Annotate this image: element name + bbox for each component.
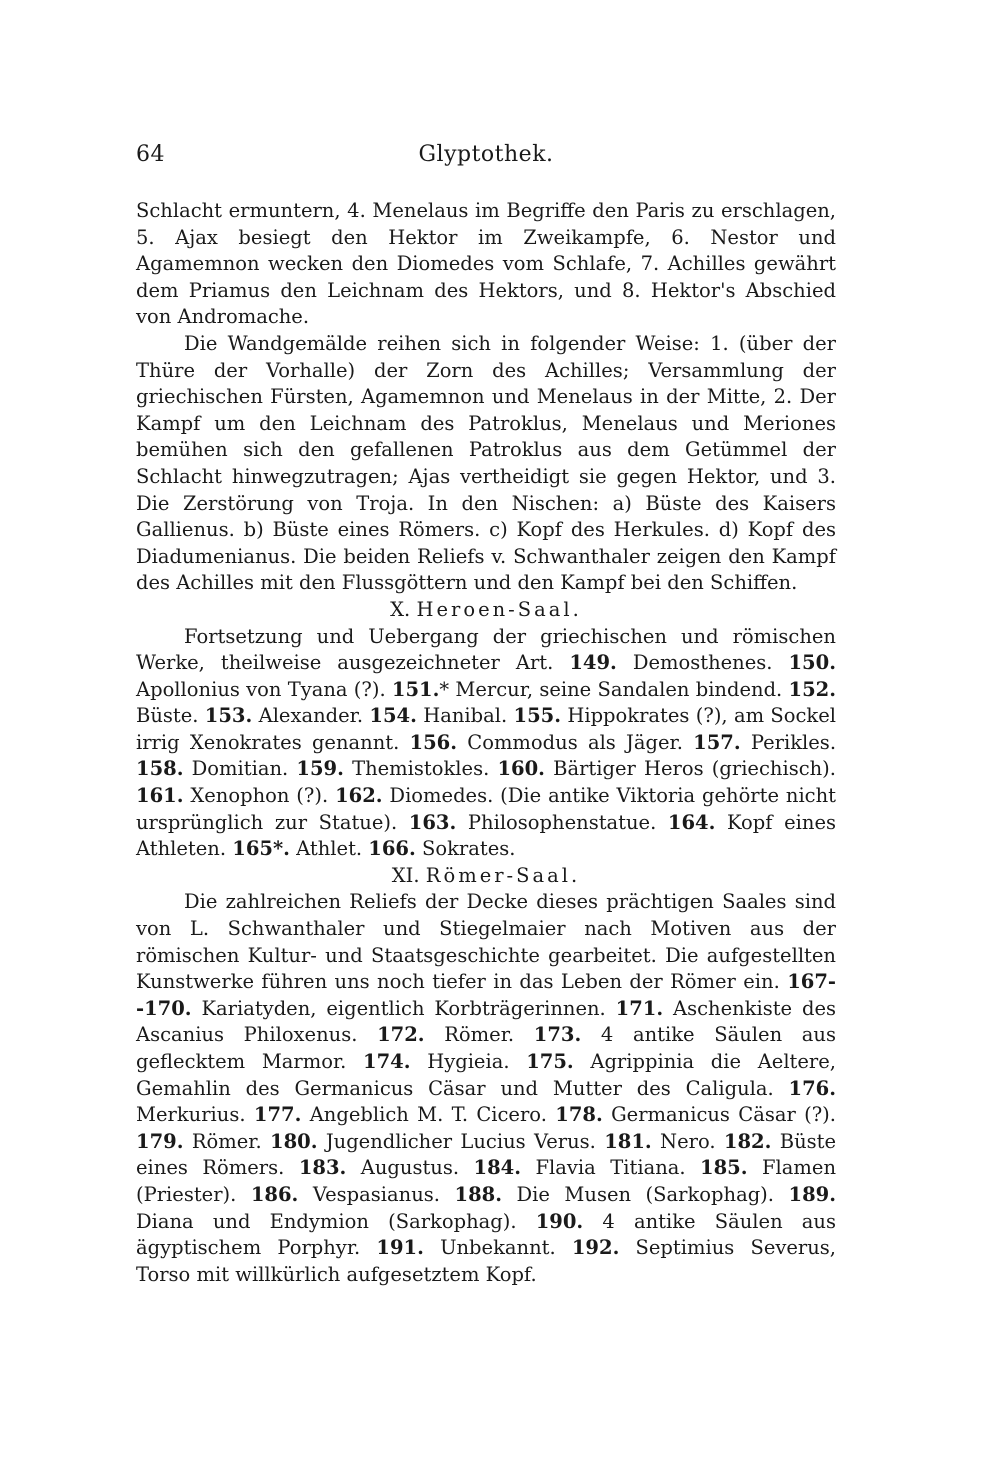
section-heading-roemer-saal [136, 863, 836, 890]
catalogue-number: 183. [298, 1156, 347, 1180]
paragraph-wandgemaelde: Die Wandgemälde reihen sich in folgender Weise: 1. (über der Thüre der Vorhalle) der Zorn des Achilles; Versammlung der griechischen Fürsten, Agamemnon und Menelaus in der Mitte, 2. Der Kampf um den Leichnam des Patroklus, Menelaus und Meriones bemühen sich den gefallenen Patroklus aus dem Getümmel der Schlacht hinwegzutragen; Ajas vertheidigt sie gegen Hektor, und 3. Die Zerstörung von Troja. In den Nischen: a) Büste des Kaisers Gallienus. b) Büste eines Römers. c) Kopf des Herkules. d) Kopf des Diadumenianus. Die beiden Reliefs v. Schwanthaler zeigen den Kampf des Achilles mit den Flussgöttern und den Kampf bei den Schiffen. [136, 331, 836, 595]
catalogue-text: Römer. [183, 1129, 270, 1153]
catalogue-number: 185. [700, 1156, 748, 1180]
catalogue-number: 150. [788, 651, 836, 675]
catalogue-number: 190. [535, 1209, 584, 1233]
catalogue-text: Septimius Severus, Torso mit willkürlich aufgesetztem Kopf. [136, 1236, 836, 1286]
catalogue-number: 160. [497, 757, 545, 781]
catalogue-text: Augustus. [346, 1156, 474, 1180]
catalogue-text: * Mercur, seine Sandalen bindend. [439, 677, 789, 701]
catalogue-text: Die Musen (Sarkophag). [502, 1182, 789, 1206]
catalogue-number: 151. [391, 677, 440, 701]
catalogue-text: Apollonius von Tyana (?). [136, 677, 392, 701]
catalogue-number: 177. [253, 1103, 302, 1127]
section-heading-heroen-saal [136, 597, 836, 624]
catalogue-text: Philosophenstatue. [456, 810, 668, 834]
catalogue-number: 184. [473, 1156, 522, 1180]
catalogue-number: 173. [533, 1023, 582, 1047]
body-text [136, 198, 836, 1288]
catalogue-text: Kopf eines Athleten. [136, 810, 836, 861]
catalogue-text: Commodus als Jäger. [457, 730, 694, 754]
catalogue-number: 162. [335, 784, 383, 808]
catalogue-text: Hippokrates (?), am Sockel irrig Xenokrates genannt. [136, 704, 836, 754]
catalogue-text: Flavia Titiana. [521, 1156, 701, 1180]
catalogue-number: 157. [693, 730, 741, 754]
section-numeral: X. [390, 597, 411, 621]
catalogue-text: Fortsetzung und Uebergang der griechischen und römischen Werke, theilweise ausgezeichneter Art. [136, 624, 836, 675]
catalogue-text: Alexander. [252, 704, 370, 728]
catalogue-text: Demosthenes. [616, 651, 789, 675]
catalogue-text: Hanibal. [416, 704, 514, 728]
catalogue-number: 153. [204, 704, 253, 728]
catalogue-text: Diana und Endymion (Sarkophag). [136, 1209, 536, 1233]
catalogue-text: Angeblich M. T. Cicero. [301, 1103, 556, 1127]
catalogue-number: 156. [409, 730, 458, 754]
catalogue-text: Flamen (Priester). [136, 1156, 836, 1206]
catalogue-number: 186. [250, 1182, 299, 1206]
running-head [136, 142, 836, 178]
catalogue-text: Agrippinia die Aeltere, Gemahlin des Germanicus Cäsar und Mutter des Caligula. [136, 1050, 836, 1100]
catalogue-text: Merkurius. [136, 1103, 254, 1127]
catalogue-text: 4 antike Säulen aus geflecktem Marmor. [136, 1023, 836, 1073]
catalogue-number: 176. [788, 1076, 836, 1100]
catalogue-text: Jugendlicher Lucius Verus. [317, 1129, 605, 1153]
catalogue-number: 166. [368, 837, 416, 861]
paragraph-heroen-saal [136, 624, 836, 863]
catalogue-number: 180. [270, 1129, 318, 1153]
page-number: 64 [136, 142, 165, 167]
catalogue-text: Die zahlreichen Reliefs der Decke dieses prächtigen Saales sind von L. Schwanthaler und Stiegelmaier nach Motiven aus der römischen Kultur- und Staatsgeschichte gearbeitet. Die aufgestellten Kunstwerke führen uns noch tiefer in das Leben der Römer ein. [136, 890, 836, 994]
catalogue-number: 165*. [232, 837, 290, 861]
catalogue-text: Nero. [651, 1129, 724, 1153]
section-title: Heroen-Saal. [416, 597, 582, 621]
section-title: Römer-Saal. [425, 863, 581, 887]
catalogue-number: 179. [136, 1129, 184, 1153]
catalogue-number: 189. [788, 1182, 836, 1206]
catalogue-number: 155. [513, 704, 562, 728]
catalogue-number: 172. [377, 1023, 425, 1047]
catalogue-text: Aschenkiste des Ascanius Philoxenus. [136, 996, 837, 1047]
book-page [136, 142, 836, 1288]
catalogue-number: 174. [363, 1050, 411, 1073]
catalogue-number: 181. [604, 1129, 652, 1153]
catalogue-number: 161. [136, 784, 184, 808]
catalogue-number: 191. [376, 1236, 424, 1260]
catalogue-text: Vespasianus. [298, 1182, 455, 1206]
catalogue-number: 192. [571, 1236, 620, 1260]
catalogue-number: 175. [526, 1050, 574, 1073]
catalogue-text: Perikles. [740, 730, 837, 754]
catalogue-text: Römer. [424, 1023, 534, 1047]
catalogue-text: Athlet. [289, 837, 369, 861]
catalogue-text: Büste. [136, 704, 205, 728]
catalogue-number: 163. [408, 810, 457, 834]
catalogue-number: 159. [296, 757, 344, 781]
catalogue-text: Kariatyden, eigentlich Korbträgerinnen. [191, 996, 616, 1020]
catalogue-text: Unbekannt. [423, 1236, 572, 1260]
catalogue-text: Xenophon (?). [183, 784, 336, 808]
catalogue-text: 4 antike Säulen aus ägyptischem Porphyr. [136, 1209, 836, 1260]
catalogue-number: 154. [369, 704, 417, 728]
catalogue-text: Büste eines Römers. [136, 1129, 837, 1180]
catalogue-number: 167--170. [136, 970, 836, 1020]
catalogue-text: Bärtiger Heros (griechisch). [544, 757, 836, 781]
catalogue-number: 158. [136, 757, 184, 781]
catalogue-number: 178. [555, 1103, 603, 1127]
catalogue-text: Sokrates. [415, 837, 516, 861]
catalogue-text: Germanicus Cäsar (?). [602, 1103, 836, 1127]
catalogue-text: Hygieia. [410, 1050, 527, 1073]
paragraph-continuation: Schlacht ermuntern, 4. Menelaus im Begriffe den Paris zu erschlagen, 5. Ajax besiegt den Hektor im Zweikampfe, 6. Nestor und Agamemnon wecken den Diomedes vom Schlafe, 7. Achilles gewährt dem Priamus den Leichnam des Hektors, und 8. Hektor's Abschied von Andromache. [136, 199, 836, 329]
catalogue-number: 152. [788, 677, 836, 701]
catalogue-number: 149. [569, 651, 617, 675]
catalogue-number: 188. [454, 1182, 502, 1206]
catalogue-number: 164. [667, 810, 716, 834]
paragraph-roemer-saal [136, 889, 836, 1288]
catalogue-text: Themistokles. [343, 757, 498, 781]
catalogue-text: Domitian. [183, 757, 297, 781]
catalogue-number: 171. [615, 996, 664, 1020]
section-numeral: XI. [391, 863, 420, 887]
catalogue-text: Diomedes. (Die antike Viktoria gehörte nicht ursprünglich zur Statue). [136, 784, 836, 834]
catalogue-number: 182. [723, 1129, 772, 1153]
running-title: Glyptothek. [418, 142, 554, 167]
